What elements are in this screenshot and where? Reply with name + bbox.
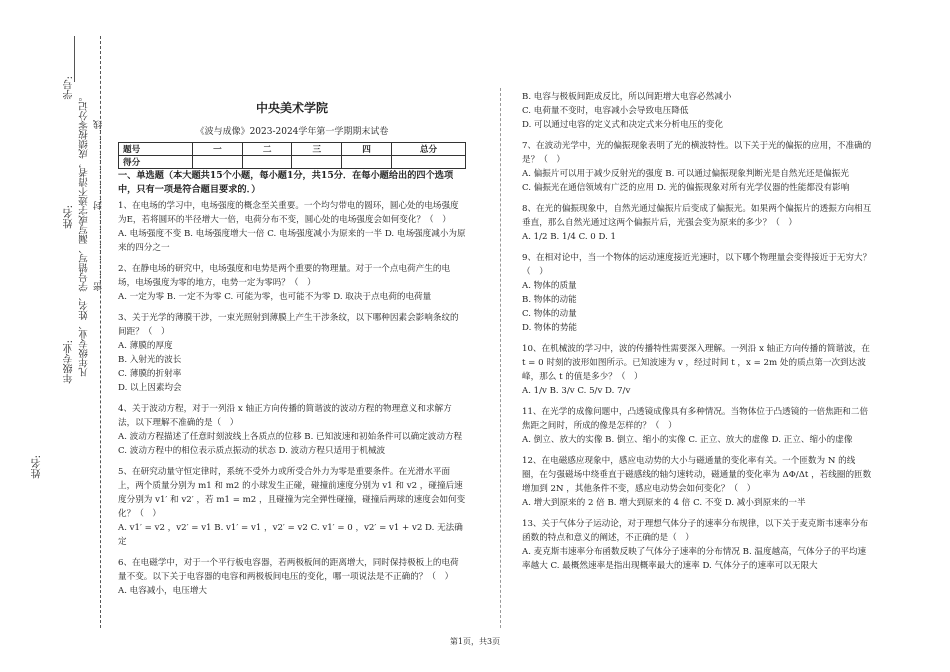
question-stem: 2、在静电场的研究中，电场强度和电势是两个重要的物理量。对于一个点电荷产生的电场，电场强度为零的地方，电势一定为零吗？（ ） [118, 264, 451, 288]
score-cell [342, 156, 392, 169]
column-divider [500, 88, 501, 628]
question-stem: 9、在相对论中，当一个物体的运动速度接近光速时，以下哪个物理量会变得接近于无穷大？（ ） [522, 253, 872, 277]
question-block [522, 517, 872, 573]
question-option: A. 波动方程描述了任意时刻波线上各质点的位移 B. 已知波速和初始条件可以确定波动方程 C. 波动方程中的相位表示质点振动的状态 D. 波动方程只适用于机械波 [118, 432, 463, 456]
question-option: D. 以上因素均会 [118, 383, 182, 393]
score-cell [391, 156, 465, 169]
question-option: A. 麦克斯韦速率分布函数反映了气体分子速率的分布情况 B. 温度越高，气体分子的平均速率越大 C. 最概然速率是指出现概率最大的速率 D. 气体分子的速率可以无限大 [522, 547, 867, 571]
question-stem: 10、在机械波的学习中，波的传播特性需要深入理解。一列沿 x 轴正方向传播的简谐波，在 t = 0 时刻的波形如图所示。已知波速为 v ，经过时间 t ，x = 2m 处的质点第一次到达波峰，那么 t 的值是多少？（ ） [522, 344, 870, 382]
score-table-score-row [119, 156, 466, 169]
score-cell: 得分 [119, 156, 193, 169]
question-option: A. 电容减小，电压增大 [118, 586, 208, 596]
question-option: D. 物体的势能 [522, 323, 578, 333]
question-option: C. 偏振光在通信领域有广泛的应用 D. 光的偏振现象对所有光学仪器的性能都没有影响 [522, 183, 850, 193]
binding-line-outer [100, 36, 101, 628]
exam-title: 《波与成像》2023-2024学年第一学期期末试卷 [195, 127, 389, 137]
score-cell: 二 [242, 143, 292, 156]
question-option: A. 增大到原来的 2 倍 B. 增大到原来的 4 倍 C. 不变 D. 减小到原来的一半 [522, 498, 806, 508]
question-block [118, 311, 466, 395]
question-block [522, 342, 872, 398]
question-stem: 13、关于气体分子运动论，对于理想气体分子的速率分布规律，以下关于麦克斯韦速率分布函数的特点和意义的阐述，不正确的是（ ） [522, 519, 869, 543]
question-block [118, 199, 466, 255]
page-footer: 第1页，共3页 [449, 637, 501, 646]
question-option: A. 物体的质量 [522, 281, 577, 291]
section-heading: 一、单选题（本大题共15个小题，每小题1分，共15分．在每小题给出的四个选项中，只有一项是符合题目要求的．） [118, 170, 454, 195]
question-option: A. 倒立、放大的实像 B. 倒立、缩小的实像 C. 正立、放大的虚像 D. 正立、缩小的虚像 [522, 435, 853, 445]
binding-line-inner [74, 36, 75, 82]
question-stem: 1、在电场的学习中，电场强度的概念至关重要。一个均匀带电的圆环，圆心处的电场强度为E，若将圆环的半径增大一倍，电荷分布不变，圆心处的电场强度会如何变化？（ ） [118, 201, 459, 225]
question-option: C. 薄膜的折射率 [118, 369, 182, 379]
score-cell: 题号 [119, 143, 193, 156]
question-option: A. 1/2 B. 1/4 C. 0 D. 1 [522, 232, 617, 242]
left-column [118, 169, 466, 605]
score-cell: 一 [193, 143, 243, 156]
question-option: C. 物体的动量 [522, 309, 577, 319]
score-cell [242, 156, 292, 169]
name-label: 姓名: [64, 205, 75, 229]
question-block [522, 251, 872, 335]
score-cell [193, 156, 243, 169]
question-stem: 4、关于波动方程，对于一列沿 x 轴正方向传播的简谐波的波动方程的物理意义和求解方法，以下理解不准确的是（ ） [118, 404, 452, 428]
question-block [118, 402, 466, 458]
question-stem: 6、在电磁学中，对于一个平行板电容器，若两极板间的距离增大，同时保持极板上的电荷量不变。以下关于电容器的电容和两极板间电压的变化，哪一项说法是不正确的？（ ） [118, 558, 459, 582]
question-block [118, 465, 466, 549]
question-block [522, 202, 872, 244]
question-block [522, 405, 872, 447]
school-label: 姓名: [32, 455, 43, 479]
score-cell: 四 [342, 143, 392, 156]
question-block [118, 556, 466, 598]
right-column [522, 90, 872, 580]
score-cell: 总分 [391, 143, 465, 156]
question-stem: 5、在研究动量守恒定律时，系统不受外力或所受合外力为零是重要条件。在光滑水平面上，两个质量分别为 m1 和 m2 的小球发生正碰，碰撞前速度分别为 v1 和 v2 ，碰撞后速度分别为 v1′ 和 v2′ ，若 m1 = m2 ，且碰撞为完全弹性碰撞，碰撞后两球的速度会如何变化？（ ） [118, 467, 466, 519]
question-stem: 7、在波动光学中，光的偏振现象表明了光的横波特性。以下关于光的偏振的应用，不准确的是？（ ） [522, 141, 872, 165]
question-option: D. 可以通过电容的定义式和决定式来分析电压的变化 [522, 120, 724, 130]
seal-line-text: 密……………………封……………………线 [94, 120, 104, 291]
question-block [522, 454, 872, 510]
score-cell: 三 [292, 143, 342, 156]
question-block [522, 139, 872, 195]
score-table [118, 142, 466, 169]
question-option: A. 电场强度不变 B. 电场强度增大一倍 C. 电场强度减小为原来的一半 D. 电场强度减小为原来的四分之一 [118, 229, 466, 253]
question-stem: 8、在光的偏振现象中，自然光通过偏振片后变成了偏振光。如果两个偏振片的透振方向相互垂直，那么自然光通过这两个偏振片后，光强会变为原来的多少？（ ） [522, 204, 872, 228]
warning-text: 凡年级专业、姓名、学号错写、漏写或字迹不清者，成绩按零分记。 [79, 92, 90, 377]
right-question-list [522, 90, 872, 573]
score-table-header-row [119, 143, 466, 156]
question-block [118, 262, 466, 304]
school-title: 中央美术学院 [255, 101, 328, 115]
question-option: A. 偏振片可以用于减少反射光的强度 B. 可以通过偏振现象判断光是自然光还是偏振光 [522, 169, 849, 179]
question-option: B. 电容与极板间距成反比，所以间距增大电容必然减小 [522, 92, 732, 102]
question-option: A. 1/v B. 3/v C. 5/v D. 7/v [522, 386, 631, 396]
left-question-list [118, 199, 466, 598]
question-stem: 11、在光学的成像问题中，凸透镜成像具有多种情况。当物体位于凸透镜的一倍焦距和二倍焦距之间时，所成的像是怎样的？（ ） [522, 407, 869, 431]
question-stem: 3、关于光学的薄膜干涉，一束光照射到薄膜上产生干涉条纹，以下哪种因素会影响条纹的间距？（ ） [118, 313, 459, 337]
question-option: A. v1′ = v2 ，v2′ = v1 B. v1′ = v1 ，v2′ = v2 C. v1′ = 0 ，v2′ = v1 + v2 D. 无法确定 [118, 523, 463, 547]
question-option: B. 入射光的波长 [118, 355, 182, 365]
question-option: A. 薄膜的厚度 [118, 341, 173, 351]
score-cell [292, 156, 342, 169]
question-option: B. 物体的动能 [522, 295, 577, 305]
question-stem: 12、在电磁感应现象中，感应电动势的大小与磁通量的变化率有关。一个匝数为 N 的线圈，在匀强磁场中绕垂直于磁感线的轴匀速转动，磁通量的变化率为 ΔΦ/Δt ，若线圈的匝数增加到 2N ，其他条件不变，感应电动势会如何变化？（ ） [522, 456, 872, 494]
grade-label: 年级专业: [64, 340, 75, 384]
question-block [522, 90, 872, 132]
question-option: C. 电荷量不变时，电容减小会导致电压降低 [522, 106, 689, 116]
student-id-label: 学号: [64, 76, 75, 100]
question-option: A. 一定为零 B. 一定不为零 C. 可能为零，也可能不为零 D. 取决于点电荷的电荷量 [118, 292, 432, 302]
